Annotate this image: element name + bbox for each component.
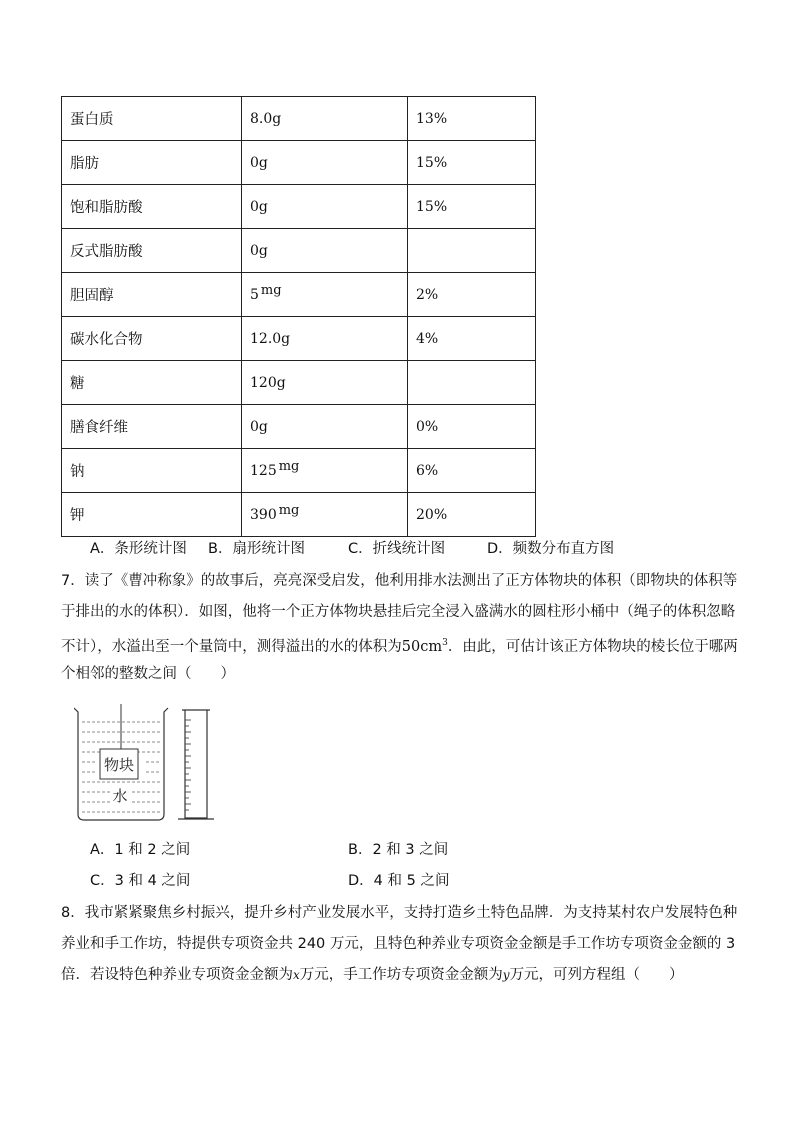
amount-cell xyxy=(242,361,408,405)
table-row xyxy=(62,493,536,537)
amount-value: 5 xyxy=(250,286,259,303)
q8-line-1: 8．我市紧紧聚焦乡村振兴，提升乡村产业发展水平，支持打造乡土特色品牌．为支持某村农户发展特色种 xyxy=(61,905,738,921)
nutrition-table xyxy=(61,96,536,537)
nrv-cell: 13% xyxy=(408,97,536,141)
amount-value: 8.0g xyxy=(250,110,282,127)
table-row xyxy=(62,449,536,493)
q7-line-2: 于排出的水的体积）．如图，他将一个正方体物块悬挂后完全浸入盛满水的圆柱形小桶中（绳子的体积忽略 xyxy=(61,604,736,620)
q7-option-b: B．2 和 3 之间 xyxy=(348,842,449,858)
nrv-cell: 0% xyxy=(408,405,536,449)
amount-cell xyxy=(242,405,408,449)
table-row xyxy=(62,361,536,405)
nrv-cell xyxy=(408,229,536,273)
nutrient-name-cell: 蛋白质 xyxy=(62,97,242,141)
nrv-cell: 2% xyxy=(408,273,536,317)
nutrient-name-cell: 胆固醇 xyxy=(62,273,242,317)
nrv-cell: 15% xyxy=(408,141,536,185)
nutrition-table-body xyxy=(62,97,536,537)
amount-value: 0g xyxy=(250,154,268,171)
question-8 xyxy=(61,898,738,991)
q7-line-1: 7．读了《曹冲称象》的故事后，亮亮深受启发，他利用排水法测出了正方体物块的体积（即物块的体积等 xyxy=(61,573,738,589)
amount-unit: mg xyxy=(278,458,300,474)
nrv-cell: 15% xyxy=(408,185,536,229)
block-label: 物块 xyxy=(103,756,135,774)
amount-cell xyxy=(242,317,408,361)
amount-value: 0g xyxy=(250,242,268,259)
amount-value: 120g xyxy=(250,374,286,391)
water-label: 水 xyxy=(112,787,128,805)
q7-option-a: A．1 和 2 之间 xyxy=(90,842,191,858)
q7-line-4: 个相邻的整数之间（ ） xyxy=(61,666,235,682)
q7-volume: $50cm^3$ xyxy=(401,638,448,655)
nrv-cell: 4% xyxy=(408,317,536,361)
amount-value: 125 xyxy=(250,462,277,479)
amount-value: 0g xyxy=(250,198,268,215)
q6-option-c: C．折线统计图 xyxy=(348,541,446,557)
var-y: y xyxy=(502,968,510,982)
q7-option-c: C．3 和 4 之间 xyxy=(90,873,191,889)
nutrient-name-cell: 脂肪 xyxy=(62,141,242,185)
amount-value: 0g xyxy=(250,418,268,435)
table-row xyxy=(62,185,536,229)
nutrient-name-cell: 钾 xyxy=(62,493,242,537)
nutrient-name-cell: 反式脂肪酸 xyxy=(62,229,242,273)
nrv-cell xyxy=(408,361,536,405)
q8-line-2: 养业和手工作坊，特提供专项资金共 240 万元，且特色种养业专项资金金额是手工作坊专项资金金额的 3 xyxy=(61,936,736,952)
amount-cell xyxy=(242,493,408,537)
nutrient-name-cell: 膳食纤维 xyxy=(62,405,242,449)
amount-cell xyxy=(242,449,408,493)
table-row xyxy=(62,273,536,317)
amount-value: 390 xyxy=(250,506,277,523)
amount-value: 12.0g xyxy=(250,330,291,347)
nutrient-name-cell: 饱和脂肪酸 xyxy=(62,185,242,229)
table-row xyxy=(62,141,536,185)
amount-cell xyxy=(242,97,408,141)
amount-unit: mg xyxy=(278,502,300,518)
q6-option-d: D．频数分布直方图 xyxy=(487,541,615,557)
amount-cell xyxy=(242,185,408,229)
table-row xyxy=(62,97,536,141)
nutrient-name-cell: 钠 xyxy=(62,449,242,493)
beaker-figure xyxy=(74,704,234,824)
var-x: x xyxy=(293,968,300,982)
nrv-cell: 6% xyxy=(408,449,536,493)
table-row xyxy=(62,317,536,361)
q7-line-3: 不计），水溢出至一个量筒中，测得溢出的水的体积为$50cm^3$．由此，可估计该正方体物块的棱长位于哪两 xyxy=(61,638,738,655)
amount-cell xyxy=(242,229,408,273)
nrv-cell: 20% xyxy=(408,493,536,537)
table-row xyxy=(62,405,536,449)
amount-unit: mg xyxy=(260,282,282,298)
question-7 xyxy=(61,566,738,690)
nutrient-name-cell: 糖 xyxy=(62,361,242,405)
q6-option-a: A．条形统计图 xyxy=(90,541,187,557)
q6-option-b: B．扇形统计图 xyxy=(208,541,305,557)
q7-option-d: D．4 和 5 之间 xyxy=(348,873,450,889)
amount-cell xyxy=(242,141,408,185)
table-row xyxy=(62,229,536,273)
nutrient-name-cell: 碳水化合物 xyxy=(62,317,242,361)
amount-cell xyxy=(242,273,408,317)
cylinder-scale xyxy=(185,720,191,810)
q8-line-3: 倍．若设特色种养业专项资金金额为x万元，手工作坊专项资金金额为y万元，可列方程组（ ） xyxy=(61,967,684,983)
